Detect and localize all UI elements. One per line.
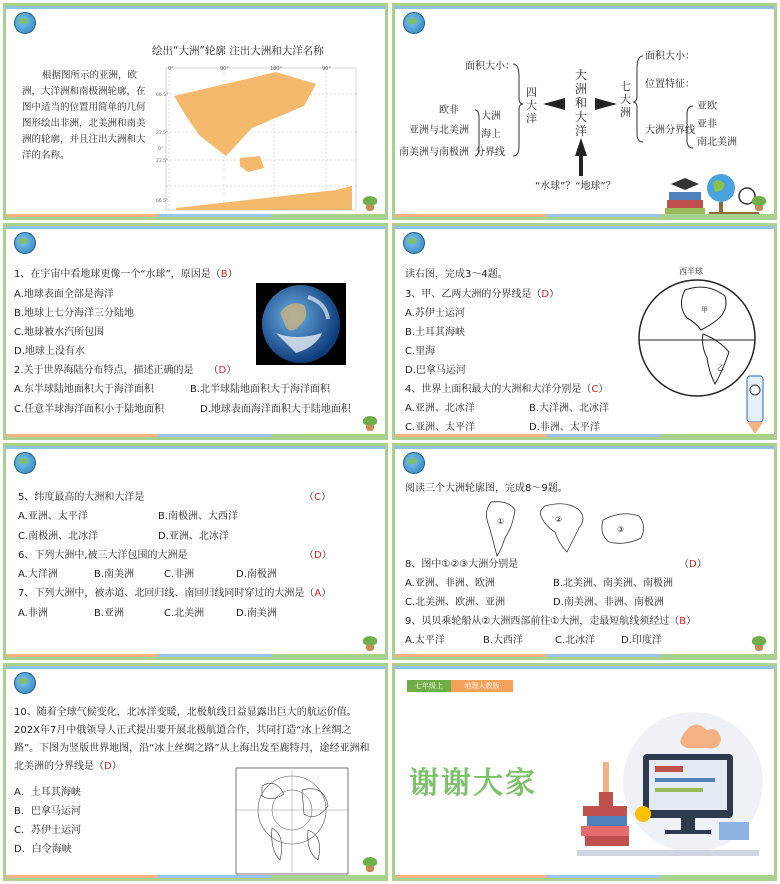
- q2-option-d: D.地球表面海洋面积大于陆地面积: [200, 404, 351, 415]
- office-desk-illustration: [573, 702, 763, 872]
- pencil-illustration: [735, 366, 775, 436]
- boundary-sa-antarctica: 南美洲与南极洲: [399, 147, 469, 158]
- answer-1: B: [220, 269, 228, 280]
- lat-label-2: 0°: [158, 147, 164, 152]
- label-3: ③: [617, 525, 625, 534]
- q8-option-b: B.北美洲、南美洲、南极洲: [553, 578, 674, 589]
- top-bar: [395, 446, 774, 449]
- q3-option-c: C.里海: [405, 346, 436, 357]
- q8-option-c: C.北美洲、欧洲、亚洲: [405, 597, 506, 608]
- q6-option-c: C.非洲: [164, 569, 195, 580]
- q8-option-d: D.南美洲、非洲、南极洲: [553, 597, 664, 608]
- q1-option-a: A.地球表面全部是海洋: [14, 289, 114, 300]
- q2-option-c: C.任意半球海洋面积小于陆地面积: [14, 404, 165, 415]
- center-topic: 大洲和大洋: [575, 68, 588, 138]
- q8-option-a: A.亚洲、非洲、欧洲: [405, 578, 495, 589]
- plant-icon: [361, 856, 379, 872]
- q9-option-a: A.太平洋: [405, 635, 445, 646]
- seven-continents-label: 七大洲: [620, 80, 631, 119]
- bottom-bar: [6, 875, 385, 878]
- plant-icon: [750, 635, 768, 651]
- globe-icon: [403, 232, 425, 254]
- q1-option-c: C.地球被水汽所包围: [14, 327, 105, 338]
- answer-5: C: [314, 492, 321, 503]
- q6-option-d: D.南极洲: [236, 569, 277, 580]
- q3-option-b: B.土耳其海峡: [405, 327, 466, 338]
- q2-option-b: B.北半球陆地面积大于海洋面积: [190, 384, 331, 395]
- ocean-area-label: 面积大小：: [465, 61, 515, 72]
- bottom-bar: [395, 214, 774, 217]
- slide-5: [3, 443, 388, 660]
- mid-label-sea: 海上: [481, 129, 501, 140]
- q5-option-b: B.南极洲、大西洋: [158, 511, 239, 522]
- answer-3: D: [541, 289, 550, 300]
- continent-area-label: 面积大小：: [645, 51, 695, 62]
- answer-10: D: [104, 761, 112, 772]
- q7-option-a: A.非洲: [18, 608, 48, 619]
- question-7: 7、下列大洲中，被赤道、北回归线、南回归线同时穿过的大洲是（A）: [18, 588, 332, 599]
- intro-3-4: 读右图，完成3～4题。: [405, 269, 508, 280]
- q1-option-d: D.地球上没有水: [14, 346, 85, 357]
- lon-label-1: 90°: [220, 66, 229, 72]
- bottom-bar: [6, 434, 385, 437]
- map-label-b: 乙: [717, 364, 724, 372]
- antarctica-shape: [176, 186, 352, 210]
- bottom-bar: [6, 214, 385, 217]
- slide-title: 绘出“大洲”轮廓 注出大洲和大洋名称: [152, 45, 324, 57]
- mid-label-boundary: 分界线: [475, 147, 505, 158]
- q10-option-b: B．巴拿马运河: [14, 806, 81, 817]
- slide-6: [392, 443, 777, 660]
- globe-icon: [14, 452, 36, 474]
- q9-option-c: C.北冰洋: [555, 635, 596, 646]
- slide-3: [3, 223, 388, 440]
- vertical-world-map: [232, 766, 352, 876]
- eurasia-shape: [174, 72, 316, 156]
- question-1: 1、在宇宙中看地球更像一个“水球”，原因是（B）: [14, 269, 238, 280]
- answer-2: D: [218, 365, 227, 376]
- plant-icon: [361, 195, 379, 211]
- question-6: 6、下列大洲中,被三大洋包围的大洲是: [18, 550, 188, 561]
- answer-6: D: [314, 550, 322, 561]
- label-1: ①: [497, 517, 505, 526]
- boundary-asia-africa: 亚非: [697, 119, 717, 130]
- label-2: ②: [555, 515, 563, 524]
- lat-label-3: 23.5°: [156, 159, 169, 164]
- plant-icon: [361, 635, 379, 651]
- bottom-bar: [395, 434, 774, 437]
- boundary-asia-europe: 亚欧: [697, 101, 717, 112]
- plant-icon: [750, 195, 768, 211]
- question-8: 8、图中①②③大洲分别是: [405, 559, 519, 570]
- q5-option-a: A.亚洲、太平洋: [18, 511, 88, 522]
- answer-7: A: [314, 588, 322, 599]
- q5-option-d: D.亚洲、北冰洋: [158, 531, 229, 542]
- three-continents-outline: [475, 496, 665, 560]
- q3-option-d: D.巴拿马运河: [405, 365, 466, 376]
- q10-option-a: A．土耳其海峡: [14, 787, 81, 798]
- q2-option-a: A.东半球陆地面积大于海洋面积: [14, 384, 154, 395]
- books-globe-illustration: [663, 166, 763, 216]
- top-bar: [6, 226, 385, 229]
- globe-icon: [403, 452, 425, 474]
- water-or-earth-question: “水球”？“地球”？: [535, 181, 616, 192]
- continent-boundary-label: 大洲分界线: [645, 125, 695, 136]
- q7-option-d: D.南美洲: [236, 608, 277, 619]
- answer-6-wrap: （D）: [304, 550, 332, 561]
- boundary-asia-na: 亚洲与北美洲: [409, 125, 469, 136]
- bottom-bar: [395, 875, 774, 878]
- intro-8-9: 阅读三个大洲轮廓图，完成8～9题。: [405, 483, 568, 494]
- q9-option-b: B.大西洋: [483, 635, 524, 646]
- q4-option-b: B.大洋洲、北冰洋: [529, 403, 610, 414]
- globe-icon: [14, 672, 36, 694]
- slide-4: [392, 223, 777, 440]
- question-10: 10、随着全球气候变化，北冰洋变暖，北极航线日益显露出巨大的航运价值。202X年7月中俄领导人正式提出要开展北极航道合作，共同打造“冰上丝绸之路”。下图为竖版世界地图，沿“冰上丝绸之路”从上海出发至鹿特丹，途经亚洲和北美洲的分界线是（D）: [14, 707, 370, 772]
- plant-icon: [361, 415, 379, 431]
- edition-tag: 地理人教版: [451, 680, 513, 692]
- lat-label-1: 23.5°: [156, 131, 169, 136]
- four-oceans-label: 四大洋: [526, 86, 537, 125]
- q9-option-d: D.印度洋: [621, 635, 662, 646]
- q4-option-d: D.非洲、太平洋: [529, 422, 600, 433]
- lon-label-0: 0°: [168, 66, 174, 72]
- question-4: 4、世界上面积最大的大洲和大洋分别是（C）: [405, 384, 609, 395]
- q5-option-c: C.南极洲、北冰洋: [18, 531, 99, 542]
- mid-label-continent: 大洲: [481, 111, 501, 122]
- earth-photo: [256, 283, 346, 365]
- question-9: 9、贝贝乘轮船从②大洲西部前往①大洲，走最短航线须经过（B）: [405, 616, 697, 627]
- q7-option-b: B.亚洲: [94, 608, 125, 619]
- answer-9: B: [679, 616, 687, 627]
- top-bar: [395, 666, 774, 669]
- q10-option-d: D．白令海峡: [14, 844, 72, 855]
- bottom-bar: [395, 654, 774, 657]
- top-bar: [395, 226, 774, 229]
- globe-icon: [14, 12, 36, 34]
- globe-icon: [14, 232, 36, 254]
- map-title: 西半球: [679, 267, 703, 276]
- world-outline-grid: [156, 64, 366, 214]
- top-bar: [6, 666, 385, 669]
- q7-option-c: C.北美洲: [164, 608, 205, 619]
- position-feature-label: 位置特征：: [645, 79, 695, 90]
- answer-8: D: [689, 559, 697, 570]
- slide-1: [3, 3, 388, 220]
- lat-label-4: 66.5°: [156, 199, 169, 204]
- top-bar: [6, 6, 385, 9]
- q3-option-a: A.苏伊士运河: [405, 308, 465, 319]
- instruction-paragraph: 根据图所示的亚洲，欧洲，大洋洲和南极洲轮廓，在图中适当的位置用简单的几何图形绘出非洲，北美洲和南美洲的轮廓，并且注出大洲和大洋的名称。: [22, 70, 146, 161]
- question-3: 3、甲、乙两大洲的分界线是（D）: [405, 289, 560, 300]
- slide-8: [392, 663, 777, 881]
- thanks-title: 谢谢大家: [409, 766, 537, 801]
- grade-tag: 七年级上: [407, 680, 451, 692]
- answer-4: C: [591, 384, 599, 395]
- q1-option-b: B.地球上七分海洋三分陆地: [14, 308, 135, 319]
- q4-option-c: C.亚洲、太平洋: [405, 422, 476, 433]
- lon-label-2: 180°: [270, 66, 283, 72]
- question-2: 2.关于世界海陆分布特点，描述正确的是 （D）: [14, 365, 237, 376]
- boundary-americas: 南北美洲: [697, 137, 737, 148]
- lon-label-3: 90°: [322, 66, 331, 72]
- map-label-a: 甲: [701, 306, 708, 314]
- lat-label-0: 66.5°: [156, 93, 169, 98]
- q10-option-c: C．苏伊士运河: [14, 825, 81, 836]
- q4-option-a: A.亚洲、北冰洋: [405, 403, 475, 414]
- slide-7: [3, 663, 388, 881]
- answer-8-wrap: （D）: [679, 559, 707, 570]
- slide-2: [392, 3, 777, 220]
- top-bar: [6, 446, 385, 449]
- q6-option-b: B.南美洲: [94, 569, 135, 580]
- q6-option-a: A.大洋洲: [18, 569, 58, 580]
- bottom-bar: [6, 654, 385, 657]
- australia-shape: [240, 156, 264, 172]
- boundary-europe-africa: 欧非: [439, 105, 459, 116]
- answer-5-wrap: （C）: [304, 492, 331, 503]
- question-5: 5、纬度最高的大洲和大洋是: [18, 492, 145, 503]
